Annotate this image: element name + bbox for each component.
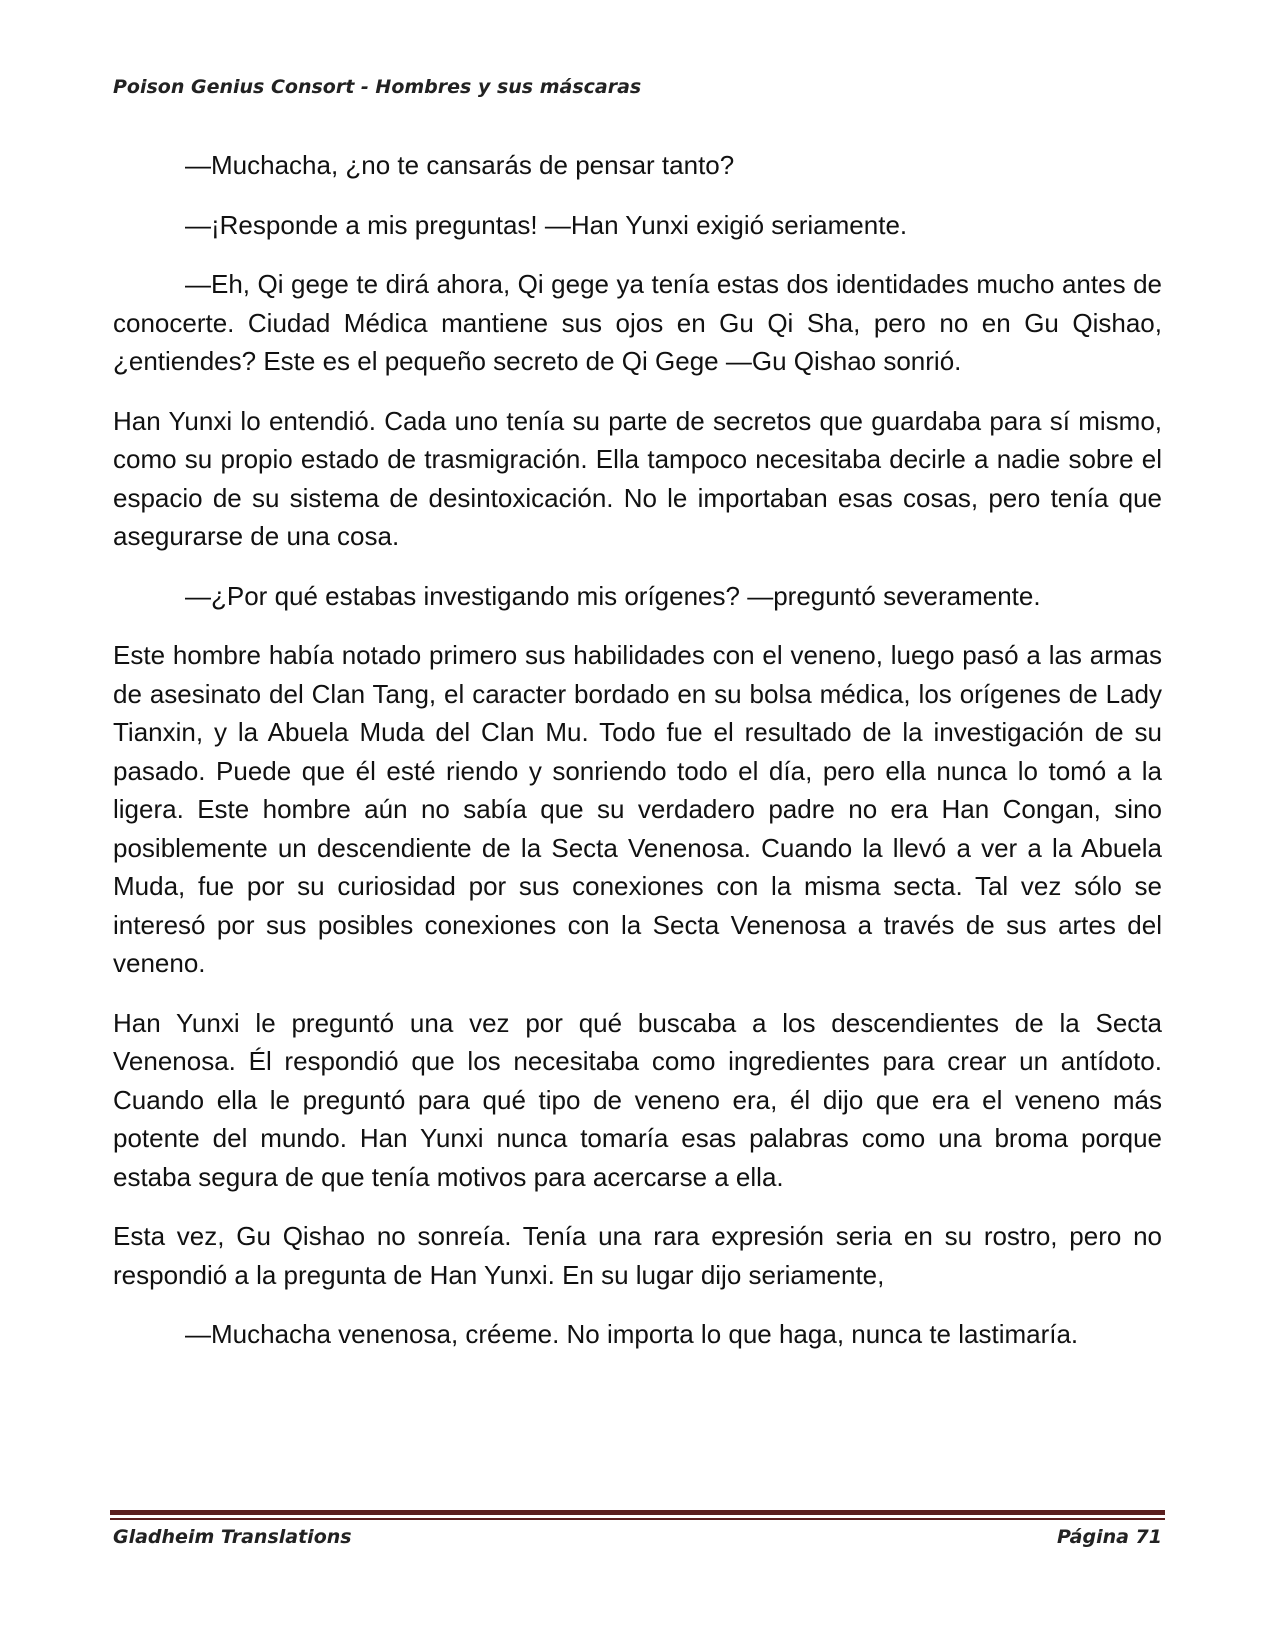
footer-page-number: Página 71 <box>1056 1526 1162 1548</box>
paragraph-3: —Eh, Qi gege te dirá ahora, Qi gege ya tenía estas dos identidades mucho antes de conocerte. Ciudad Médica mantiene sus ojos en Gu Qi Sha, pero no en Gu Qishao, ¿entiendes? Este es el pequeño secreto de Qi Gege —Gu Qishao sonrió. <box>113 269 1162 376</box>
footer-translator-credit: Gladheim Translations <box>113 1526 352 1548</box>
paragraph-6: Este hombre había notado primero sus habilidades con el veneno, luego pasó a las armas de asesinato del Clan Tang, el caracter bordado en su bolsa médica, los orígenes de Lady Tianxin, y la Abuela Muda del Clan Mu. Todo fue el resultado de la investigación de su pasado. Puede que él esté riendo y sonriendo todo el día, pero ella nunca lo tomó a la ligera. Este hombre aún no sabía que su verdadero padre no era Han Congan, sino posiblemente un descendiente de la Secta Venenosa. Cuando la llevó a ver a la Abuela Muda, fue por su curiosidad por sus conexiones con la misma secta. Tal vez sólo se interesó por sus posibles conexiones con la Secta Venenosa a través de sus artes del veneno. <box>113 640 1162 978</box>
footer-divider-thick <box>110 1510 1165 1515</box>
paragraph-8: Esta vez, Gu Qishao no sonreía. Tenía una rara expresión seria en su rostro, pero no respondió a la pregunta de Han Yunxi. En su lugar dijo seriamente, <box>113 1221 1162 1290</box>
paragraph-9: —Muchacha venenosa, créeme. No importa lo que haga, nunca te lastimaría. <box>185 1319 1079 1349</box>
paragraph-5: —¿Por qué estabas investigando mis orígenes? —preguntó severamente. <box>185 580 1041 611</box>
paragraph-2: —¡Responde a mis preguntas! —Han Yunxi exigió seriamente. <box>185 209 908 240</box>
paragraph-7: Han Yunxi le preguntó una vez por qué buscaba a los descendientes de la Secta Venenosa. Él respondió que los necesitaba como ingredientes para crear un antídoto. Cuando ella le preguntó para qué tipo de veneno era, él dijo que era el veneno más potente del mundo. Han Yunxi nunca tomaría esas palabras como una broma porque estaba segura de que tenía motivos para acercarse a ella. <box>113 1007 1162 1192</box>
page-header-title: Poison Genius Consort - Hombres y sus máscaras <box>113 76 642 98</box>
paragraph-4: Han Yunxi lo entendió. Cada uno tenía su parte de secretos que guardaba para sí mismo, como su propio estado de trasmigración. Ella tampoco necesitaba decirle a nadie sobre el espacio de su sistema de desintoxicación. No le importaban esas cosas, pero tenía que asegurarse de una cosa. <box>113 405 1162 551</box>
paragraph-1: —Muchacha, ¿no te cansarás de pensar tanto? <box>185 150 735 180</box>
page-body <box>113 146 1162 1375</box>
footer-divider-thin <box>110 1518 1165 1520</box>
